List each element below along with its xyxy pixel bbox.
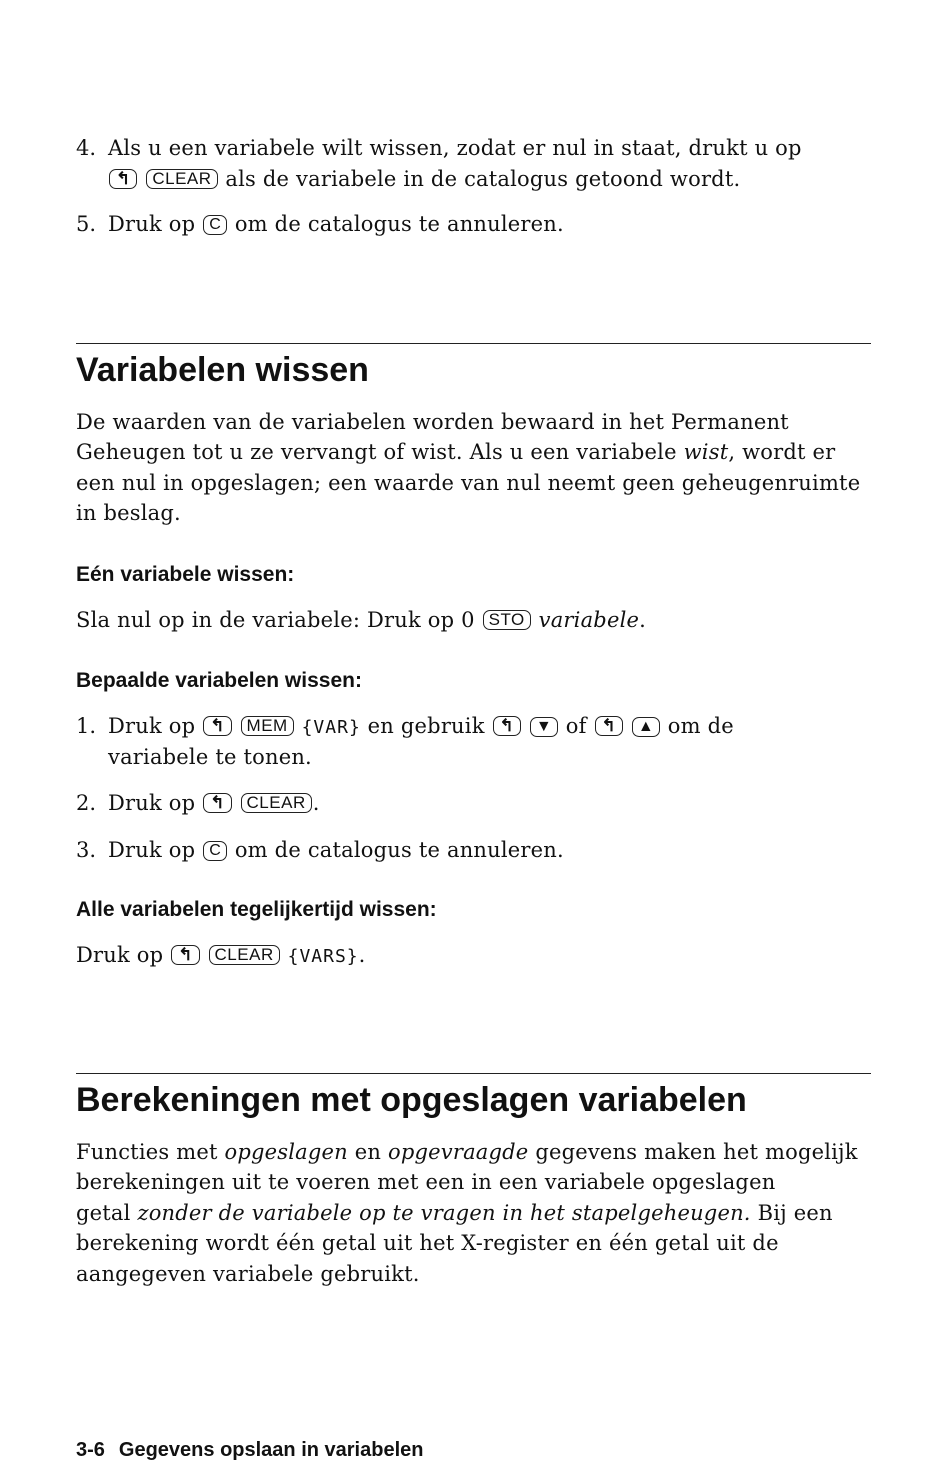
list-number: 3. — [76, 838, 97, 862]
shift-key-icon: ↰ — [203, 716, 231, 736]
list-number: 4. — [76, 136, 97, 160]
para-text: gegevens maken het mogelijk — [535, 1140, 858, 1164]
down-arrow-icon: ▼ — [530, 717, 558, 737]
shift-key-icon: ↰ — [493, 716, 521, 736]
shift-key-icon: ↰ — [171, 945, 199, 965]
sub1-line — [76, 605, 646, 635]
para-line — [76, 1137, 858, 1167]
section-title: Berekeningen met opgeslagen variabelen — [76, 1081, 747, 1119]
page-number: 3-6 — [76, 1439, 105, 1461]
section-divider — [76, 343, 871, 344]
s2-item1-line2: variabele te tonen. — [108, 745, 312, 769]
subheading: Bepaalde variabelen wissen: — [76, 669, 362, 692]
chapter-title: Gegevens opslaan in variabelen — [118, 1439, 424, 1461]
page-footer — [76, 1437, 423, 1463]
subheading: Alle variabelen tegelijkertijd wissen: — [76, 898, 437, 921]
emphasis: opgeslagen — [224, 1140, 348, 1164]
item4-tail: als de variabele in de catalogus getoond wordt. — [225, 167, 741, 191]
item-text: om de catalogus te annuleren. — [234, 838, 564, 862]
list-number: 5. — [76, 212, 97, 236]
para-line: De waarden van de variabelen worden bewaard in het Permanent — [76, 410, 789, 434]
para-text: getal — [76, 1201, 131, 1225]
emphasis: zonder de variabele op te vragen in het stapelgeheugen. — [137, 1201, 751, 1225]
s2-item2-line — [108, 788, 320, 818]
shift-key-icon: ↰ — [595, 716, 623, 736]
item-text: . — [312, 791, 320, 815]
item-text: om de — [667, 714, 734, 738]
clear-key: CLEAR — [209, 945, 280, 965]
mem-key: MEM — [241, 716, 294, 736]
item-text: Druk op — [108, 791, 196, 815]
menu-label: {VARS} — [287, 946, 359, 967]
para-text: , wordt er — [728, 440, 836, 464]
clear-key: CLEAR — [146, 169, 217, 189]
shift-key-icon: ↰ — [203, 793, 231, 813]
para-text: Geheugen tot u ze vervangt of wist. Als u een variabele — [76, 440, 677, 464]
item-text: of — [565, 714, 587, 738]
para-line: in beslag. — [76, 501, 181, 525]
item4-line1: Als u een variabele wilt wissen, zodat er nul in staat, drukt u op — [108, 136, 802, 160]
section-divider — [76, 1073, 871, 1074]
para-line — [76, 1198, 833, 1228]
emphasis: wist — [683, 440, 729, 464]
item5-post: om de catalogus te annuleren. — [234, 212, 564, 236]
menu-label: {VAR} — [301, 717, 361, 738]
s2-item1-line1 — [108, 711, 734, 743]
up-arrow-icon: ▲ — [632, 717, 660, 737]
list-number: 1. — [76, 714, 97, 738]
item-text: . — [358, 943, 366, 967]
para-line: berekening wordt één getal uit het X-register en één getal uit de — [76, 1231, 779, 1255]
emphasis: variabele — [538, 608, 640, 632]
para-text: Functies met — [76, 1140, 218, 1164]
item5-pre: Druk op — [108, 212, 196, 236]
item-text: Druk op — [76, 943, 164, 967]
sub3-line — [76, 940, 366, 972]
sub1-text: . — [639, 608, 647, 632]
item5-line — [108, 209, 564, 239]
subheading: Eén variabele wissen: — [76, 563, 295, 586]
para-line — [76, 437, 835, 467]
para-text: Bij een — [757, 1201, 833, 1225]
item-text: en gebruik — [367, 714, 485, 738]
c-key: C — [203, 215, 227, 235]
sub1-text: Sla nul op in de variabele: Druk op 0 — [76, 608, 475, 632]
sto-key: STO — [483, 610, 531, 630]
item-text: Druk op — [108, 714, 196, 738]
para-line: berekeningen uit te voeren met een in een variabele opgeslagen — [76, 1170, 776, 1194]
item4-line2 — [108, 164, 740, 194]
clear-key: CLEAR — [241, 793, 312, 813]
list-number: 2. — [76, 791, 97, 815]
item-text: Druk op — [108, 838, 196, 862]
shift-key-icon: ↰ — [109, 169, 137, 189]
c-key: C — [203, 841, 227, 861]
s2-item3-line — [108, 835, 564, 865]
para-text: en — [354, 1140, 382, 1164]
para-line: een nul in opgeslagen; een waarde van nul neemt geen geheugenruimte — [76, 471, 861, 495]
emphasis: opgevraagde — [388, 1140, 529, 1164]
section-title: Variabelen wissen — [76, 351, 369, 389]
para-line: aangegeven variabele gebruikt. — [76, 1262, 420, 1286]
